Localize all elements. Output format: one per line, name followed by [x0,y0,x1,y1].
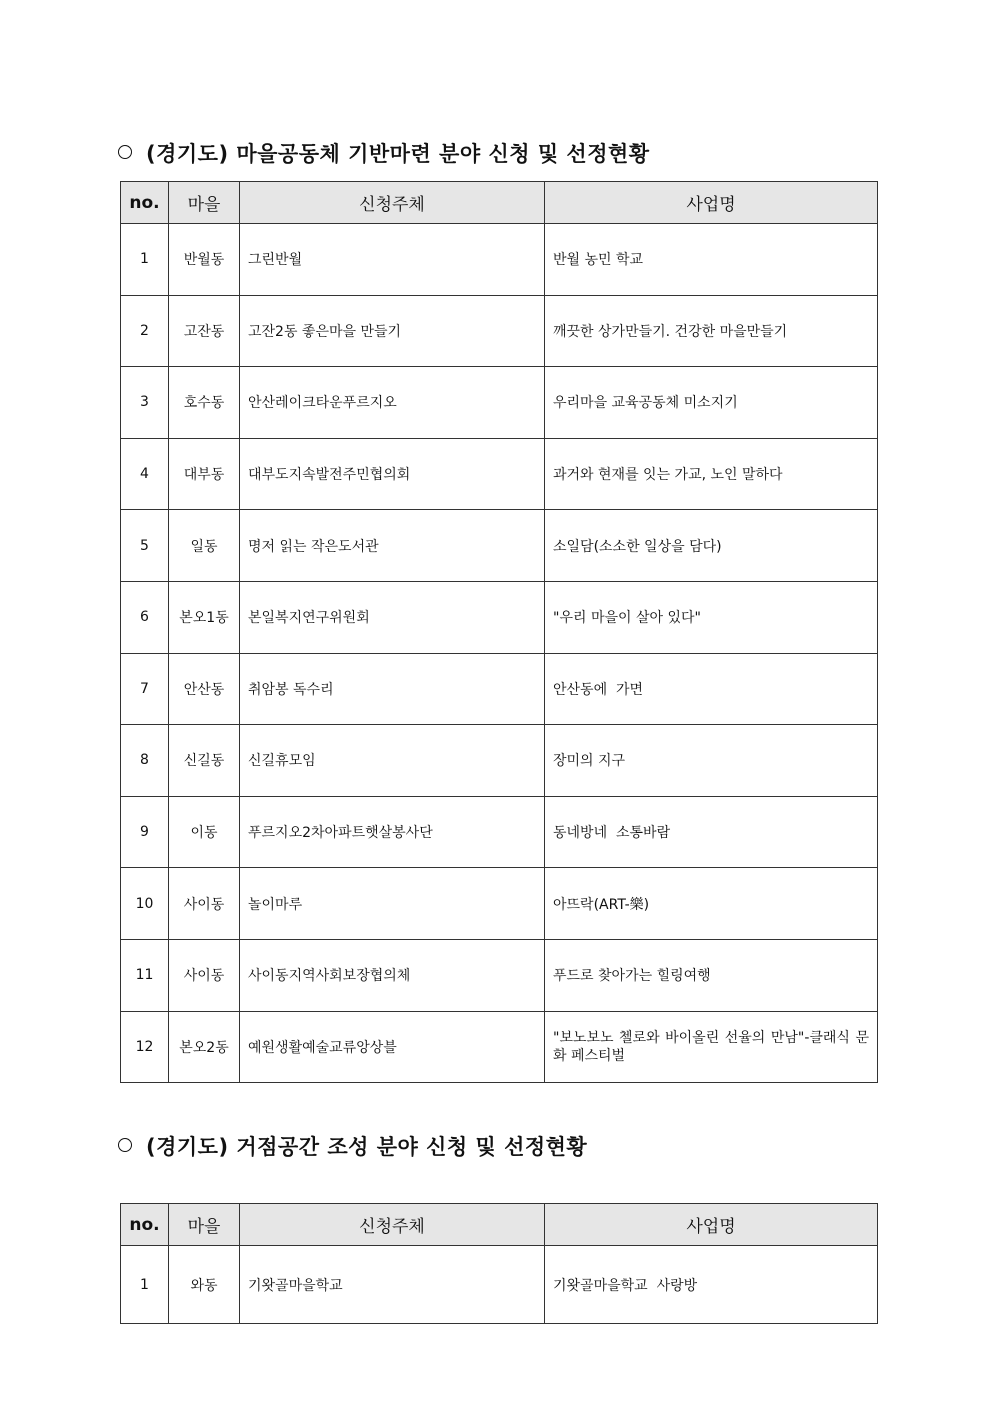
cell-project-text: "보노보노 첼로와 바이올린 선율의 만남"-클래식 문화 페스티벌 [553,1029,869,1064]
cell-no: 1 [121,224,169,296]
cell-village: 안산동 [169,653,240,725]
table-header-row [121,182,878,224]
section-title-hub-space [118,1131,587,1161]
header-project: 사업명 [545,1204,878,1246]
cell-no: 4 [121,438,169,510]
cell-no: 5 [121,510,169,582]
table-row [121,367,878,439]
cell-applicant: 예원생활예술교류앙상블 [240,1011,545,1083]
section-title-community [118,138,650,168]
circle-bullet-icon [118,1138,132,1152]
header-project: 사업명 [545,182,878,224]
cell-village: 사이동 [169,868,240,940]
cell-village: 본오2동 [169,1011,240,1083]
cell-no: 11 [121,939,169,1011]
cell-no: 9 [121,796,169,868]
table-row [121,1011,878,1083]
cell-project: 안산동에 가면 [545,653,878,725]
table-row [121,725,878,797]
cell-project: 소일담(소소한 일상을 담다) [545,510,878,582]
cell-project: 깨끗한 상가만들기. 건강한 마을만들기 [545,295,878,367]
cell-village: 고잔동 [169,295,240,367]
cell-village: 대부동 [169,438,240,510]
cell-no: 3 [121,367,169,439]
cell-village: 호수동 [169,367,240,439]
cell-village: 반월동 [169,224,240,296]
circle-bullet-icon [118,145,132,159]
cell-applicant: 대부도지속발전주민협의회 [240,438,545,510]
cell-project: 푸드로 찾아가는 힐링여행 [545,939,878,1011]
table-row [121,868,878,940]
cell-project: "우리 마을이 살아 있다" [545,581,878,653]
hub-space-table [120,1203,878,1324]
cell-village: 본오1동 [169,581,240,653]
cell-project [545,1011,878,1083]
table-row [121,1246,878,1324]
cell-project: 동네방네 소통바람 [545,796,878,868]
header-applicant: 신청주체 [240,182,545,224]
section-title-text: (경기도) 마을공동체 기반마련 분야 신청 및 선정현황 [146,142,650,166]
cell-project: 아뜨락(ART-樂) [545,868,878,940]
section-title-text: (경기도) 거점공간 조성 분야 신청 및 선정현황 [146,1135,588,1159]
cell-no: 2 [121,295,169,367]
cell-applicant: 푸르지오2차아파트햇살봉사단 [240,796,545,868]
cell-village: 일동 [169,510,240,582]
header-village: 마을 [169,182,240,224]
cell-applicant: 사이동지역사회보장협의체 [240,939,545,1011]
cell-no: 12 [121,1011,169,1083]
cell-applicant: 고잔2동 좋은마을 만들기 [240,295,545,367]
cell-project: 과거와 현재를 잇는 가교, 노인 말하다 [545,438,878,510]
header-applicant: 신청주체 [240,1204,545,1246]
cell-applicant: 본일복지연구위원회 [240,581,545,653]
header-no: no. [121,182,169,224]
cell-village: 이동 [169,796,240,868]
cell-applicant: 안산레이크타운푸르지오 [240,367,545,439]
table-row [121,796,878,868]
cell-no: 8 [121,725,169,797]
cell-applicant: 놀이마루 [240,868,545,940]
cell-applicant: 취암봉 독수리 [240,653,545,725]
cell-no: 6 [121,581,169,653]
cell-project: 기왓골마을학교 사랑방 [545,1246,878,1324]
cell-village: 신길동 [169,725,240,797]
cell-project: 장미의 지구 [545,725,878,797]
table-row [121,510,878,582]
cell-applicant: 그린반월 [240,224,545,296]
cell-no: 7 [121,653,169,725]
community-foundation-table [120,181,878,1083]
cell-no: 10 [121,868,169,940]
header-village: 마을 [169,1204,240,1246]
table-row [121,653,878,725]
cell-applicant: 명저 읽는 작은도서관 [240,510,545,582]
table-row [121,939,878,1011]
table-header-row [121,1204,878,1246]
table-row [121,295,878,367]
header-no: no. [121,1204,169,1246]
cell-project: 반월 농민 학교 [545,224,878,296]
table-row [121,224,878,296]
cell-applicant: 신길휴모임 [240,725,545,797]
table-row [121,438,878,510]
table-row [121,581,878,653]
cell-no: 1 [121,1246,169,1324]
cell-project: 우리마을 교육공동체 미소지기 [545,367,878,439]
cell-village: 사이동 [169,939,240,1011]
cell-applicant: 기왓골마을학교 [240,1246,545,1324]
cell-village: 와동 [169,1246,240,1324]
